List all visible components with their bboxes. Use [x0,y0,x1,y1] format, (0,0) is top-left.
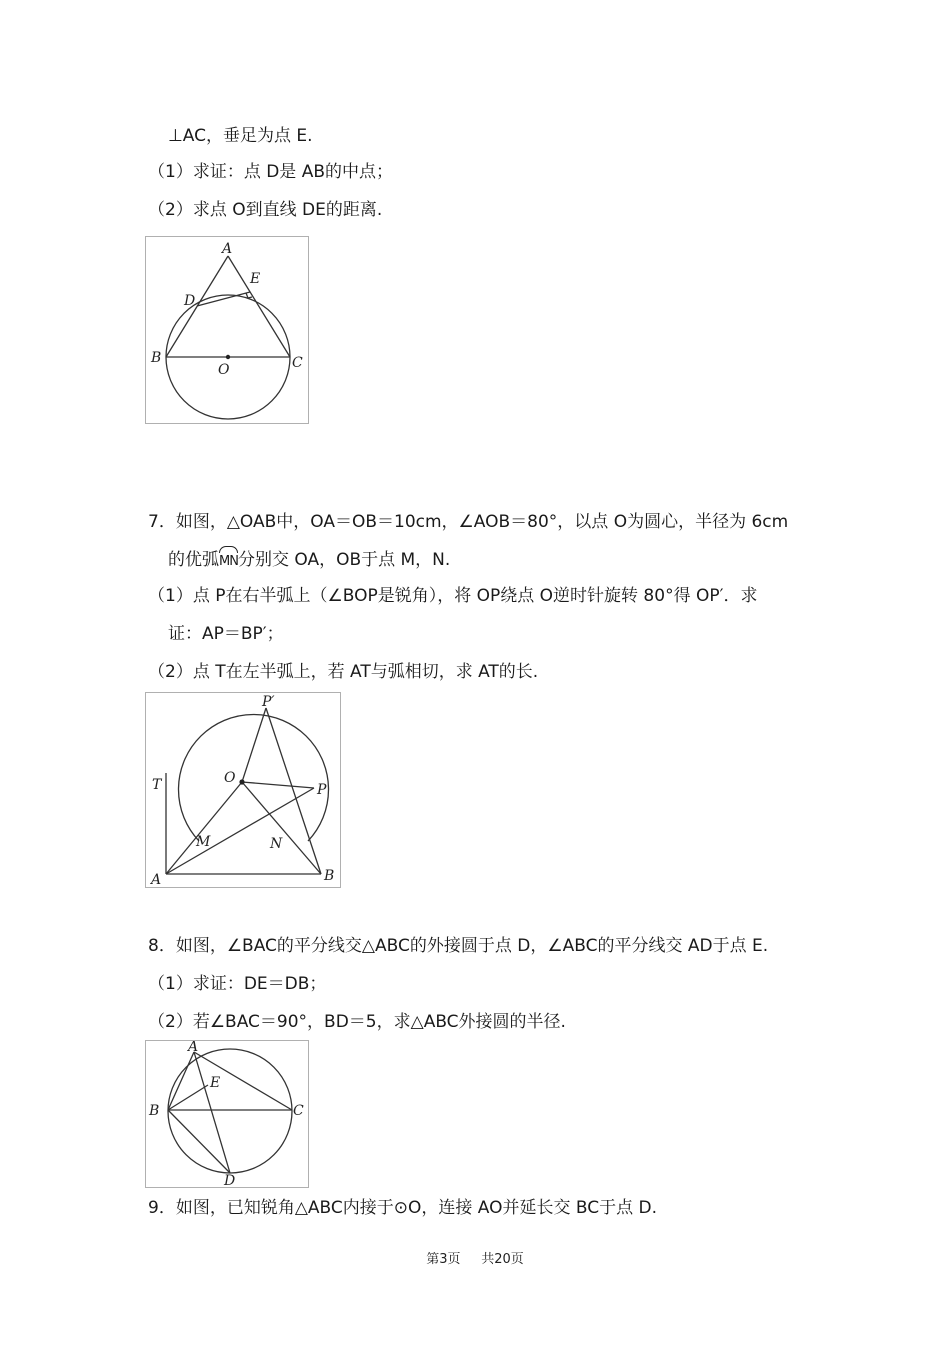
problem8-part2: （2）若∠BAC＝90°，BD＝5，求△ABC外接圆的半径. [148,1012,566,1032]
problem6-part2: （2）求点 O到直线 DE的距离. [148,200,383,220]
label-M: M [196,834,211,850]
problem8-part1: （1）求证：DE＝DB； [148,974,327,994]
label-A: A [188,1041,199,1055]
label-O: O [224,770,236,786]
figure-problem8 [145,1040,309,1188]
problem9-line1: 9．如图，已知锐角△ABC内接于⊙O，连接 AO并延长交 BC于点 D. [148,1198,658,1218]
problem8-line1: 8．如图，∠BAC的平分线交△ABC的外接圆于点 D，∠ABC的平分线交 AD于点 E. [148,936,769,956]
label-D: D [224,1173,236,1187]
label-D: D [184,293,196,309]
problem7-part1-cont: 证：AP＝BP′； [168,624,284,644]
label-C: C [293,1103,304,1119]
label-N: N [270,836,283,852]
page-total: 共20页 [481,1252,524,1267]
label-T: T [152,777,162,793]
label-E: E [210,1075,221,1091]
label-C: C [292,355,303,371]
problem7-line2-post: 分别交 OA，OB于点 M，N. [237,550,451,570]
problem7-part1: （1）点 P在右半弧上（∠BOP是锐角），将 OP绕点 O逆时针旋转 80°得 OP′．求 [148,586,758,606]
arc-mn-symbol: MN [219,546,238,574]
page-number: 第3页 [426,1252,461,1267]
page-footer [0,1248,950,1267]
label-B: B [151,350,162,366]
problem6-part1: （1）求证：点 D是 AB的中点； [148,162,394,182]
label-P: P [317,782,327,798]
label-A: A [151,872,162,887]
figure-problem6 [145,236,309,424]
label-B: B [324,868,335,884]
label-E: E [250,271,261,287]
label-B: B [149,1103,160,1119]
label-A: A [222,241,233,257]
problem7-line2 [168,546,450,574]
label-O: O [218,362,230,378]
problem6-condition-end: ⊥AC，垂足为点 E. [168,126,313,146]
label-P-prime: P′ [262,694,275,710]
problem7-line1: 7．如图，△OAB中，OA＝OB＝10cm，∠AOB＝80°，以点 O为圆心，半径为 6cm [148,512,789,532]
figure-problem7 [145,692,341,888]
problem7-part2: （2）点 T在左半弧上，若 AT与弧相切，求 AT的长. [148,662,539,682]
problem7-line2-pre: 的优弧 [168,550,219,570]
